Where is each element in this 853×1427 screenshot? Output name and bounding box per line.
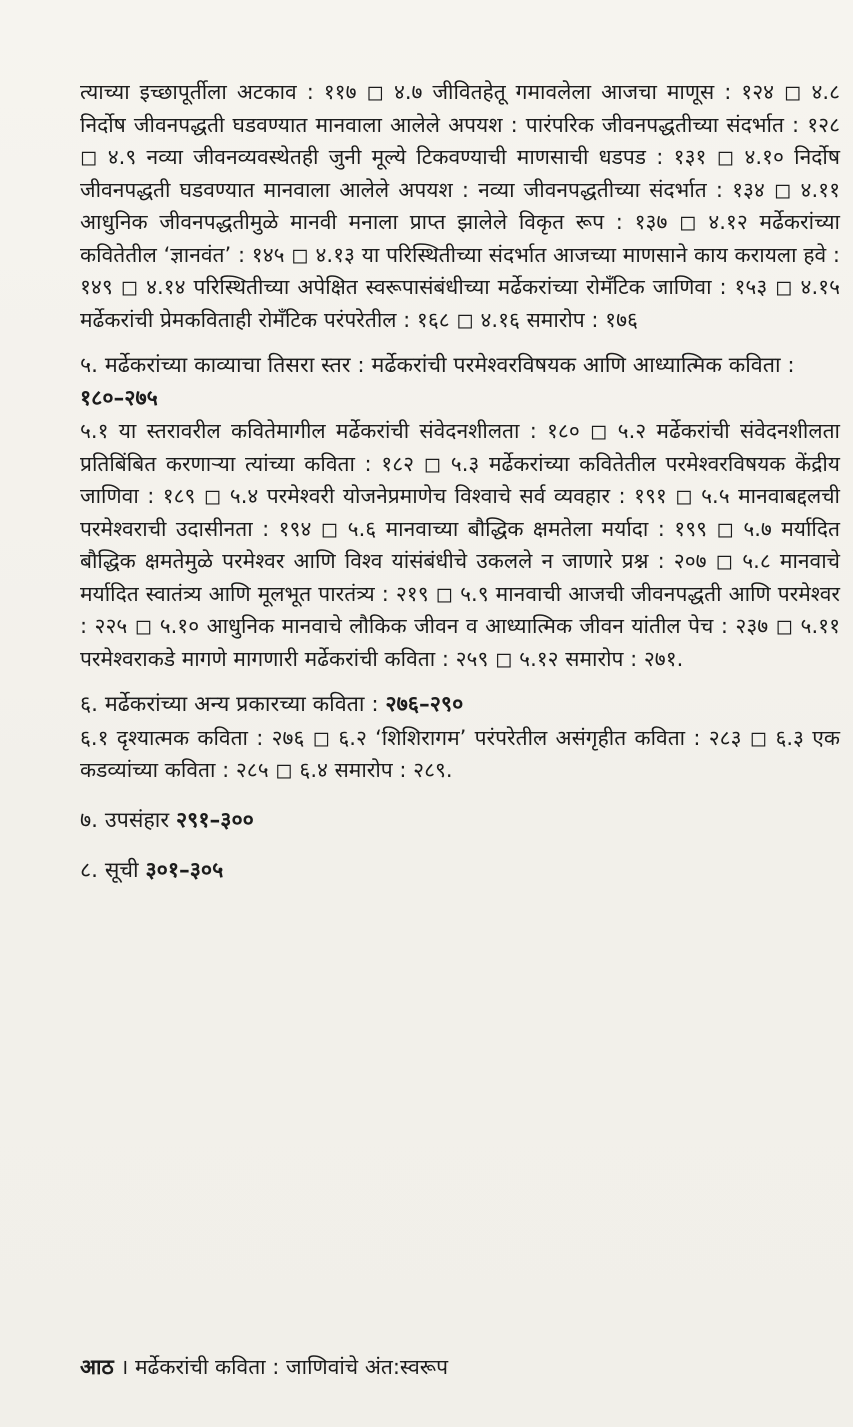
chapter-page-range: १८०–२७५ <box>80 385 158 411</box>
page-number-label: आठ <box>80 1355 114 1379</box>
chapter-page-range: २७६–२९० <box>385 692 464 717</box>
chapter-heading <box>80 350 840 415</box>
chapter-heading <box>80 855 840 888</box>
chapter-6 <box>80 689 840 787</box>
chapter-page-range: २९१–३०० <box>176 807 254 833</box>
chapter-body: ६.१ दृश्यात्मक कविता : २७६ ◻ ६.२ ‘शिशिरागम’ परंपरेतील असंगृहीत कविता : २८३ ◻ ६.३ एक कडव्यांच्या कविता : २८५ ◻ ६.४ समारोप : २८९. <box>80 725 840 782</box>
chapter-title: ८. सूची <box>80 858 146 883</box>
chapter-heading <box>80 689 840 722</box>
intro-paragraph: त्याच्या इच्छापूर्तीला अटकाव : ११७ ◻ ४.७ जीवितहेतू गमावलेला आजचा माणूस : १२४ ◻ ४.८ निर्दोष जीवनपद्धती घडवण्यात मानवाला आलेले अपयश : पारंपरिक जीवनपद्धतीच्या संदर्भात : १२८ ◻ ४.९ नव्या जीवनव्यवस्थेतही जुनी मूल्ये टिकवण्याची माणसाची धडपड : १३१ ◻ ४.१० निर्दोष जीवनपद्धती घडवण्यात मानवाला आलेले अपयश : नव्या जीवनपद्धतीच्या संदर्भात : १३४ ◻ ४.११ आधुनिक जीवनपद्धतीमुळे मानवी मनाला प्राप्त झालेले विकृत रूप : १३७ ◻ ४.१२ मर्ढेकरांच्या कवितेतील ‘ज्ञानवंत’ : १४५ ◻ ४.१३ या परिस्थितीच्या संदर्भात आजच्या माणसाने काय करायला हवे : १४९ ◻ ४.१४ परिस्थितीच्या अपेक्षित स्वरूपासंबंधीच्या मर्ढेकरांच्या रोमँटिक जाणिवा : १५३ ◻ ४.१५ मर्ढेकरांची प्रेमकविताही रोमँटिक परंपरेतील : १६८ ◻ ४.१६ समारोप : १७६ <box>80 80 840 332</box>
page-footer <box>80 1352 448 1382</box>
chapter-heading <box>80 805 840 838</box>
chapter-8 <box>80 855 840 888</box>
running-title: मर्ढेकरांची कविता : जाणिवांचे अंत:स्वरूप <box>134 1355 448 1379</box>
chapter-7 <box>80 805 840 838</box>
chapter-title: ५. मर्ढेकरांच्या काव्याचा तिसरा स्तर : मर्ढेकरांची परमेश्वरविषयक आणि आध्यात्मिक कविता : <box>80 353 795 378</box>
chapter-page-range: ३०१–३०५ <box>145 858 224 883</box>
chapter-title: ७. उपसंहार <box>80 807 176 833</box>
footer-separator: । <box>113 1355 135 1379</box>
table-of-contents <box>80 76 840 888</box>
chapter-title: ६. मर्ढेकरांच्या अन्य प्रकारच्या कविता : <box>80 692 386 717</box>
chapter-body: ५.१ या स्तरावरील कवितेमागील मर्ढेकरांची संवेदनशीलता : १८० ◻ ५.२ मर्ढेकरांची संवेदनशीलता प्रतिबिंबित करणाऱ्या त्यांच्या कविता : १८२ ◻ ५.३ मर्ढेकरांच्या कवितेतील परमेश्वरविषयक केंद्रीय जाणिवा : १८९ ◻ ५.४ परमेश्वरी योजनेप्रमाणेच विश्वाचे सर्व व्यवहार : १९१ ◻ ५.५ मानवाबद्दलची परमेश्वराची उदासीनता : १९४ ◻ ५.६ मानवाच्या बौद्धिक क्षमतेला मर्यादा : १९९ ◻ ५.७ मर्यादित बौद्धिक क्षमतेमुळे परमेश्वर आणि विश्व यांसंबंधीचे उकलले न जाणारे प्रश्न : २०७ ◻ ५.८ मानवाचे मर्यादित स्वातंत्र्य आणि मूलभूत पारतंत्र्य : २१९ ◻ ५.९ मानवाची आजची जीवनपद्धती आणि परमेश्वर : २२५ ◻ ५.१० आधुनिक मानवाचे लौकिक जीवन व आध्यात्मिक जीवन यांतील पेच : २३७ ◻ ५.११ परमेश्वराकडे मागणे मागणारी मर्ढेकरांची कविता : २५९ ◻ ५.१२ समारोप : २७१. <box>80 419 840 671</box>
chapter-5 <box>80 350 840 675</box>
